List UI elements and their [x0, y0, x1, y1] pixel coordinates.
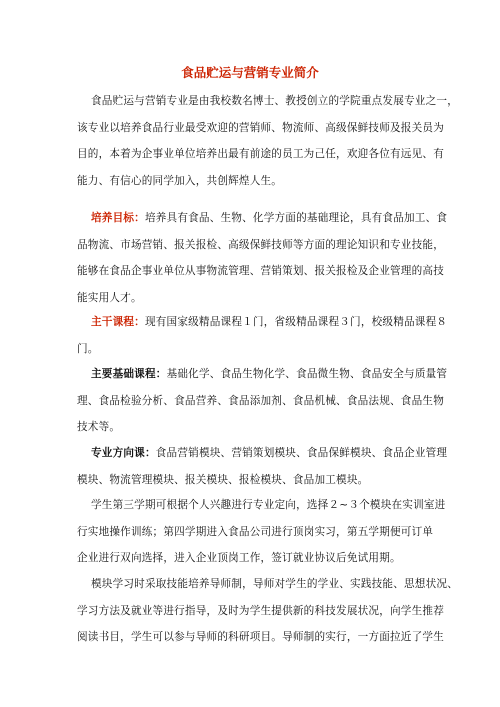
semester-line: 行实地操作训练；第四学期进入食品公司进行顶岗实习，第五学期便可订单 — [77, 525, 434, 538]
document-title: 食品贮运与营销专业简介 — [181, 65, 319, 80]
intro-line: 食品贮运与营销专业是由我校数名博士、教授创立的学院重点发展专业之一， — [91, 95, 458, 107]
intro-paragraph — [77, 88, 458, 194]
direction-courses-text: 食品营销模块、营销策划模块、食品保鲜模块、食品企业管理 — [155, 447, 448, 459]
training-goal-label: 培养目标： — [91, 212, 145, 224]
basic-courses-label: 主要基础课程： — [91, 368, 167, 380]
basic-courses-first-line — [77, 361, 448, 388]
module-paragraph — [77, 571, 458, 651]
module-line: 模块学习时采取技能培养导师制，导师对学生的学业、实践技能、思想状况、 — [91, 578, 458, 590]
training-goal-line: 能够在食品企事业单位从事物流管理、营销策划、报关报检及企业管理的高技 — [77, 265, 444, 277]
main-courses-text: 现有国家级精品课程１门，省级精品课程３门，校级精品课程８ — [144, 316, 448, 328]
basic-courses-paragraph — [77, 361, 448, 441]
direction-courses-paragraph — [77, 440, 448, 493]
main-courses-paragraph — [77, 309, 448, 362]
basic-courses-line: 技术等。 — [77, 421, 121, 433]
intro-line: 能力、有信心的同学加入，共创辉煌人生。 — [77, 174, 283, 187]
training-goal-paragraph — [77, 205, 448, 311]
training-goal-first-line — [77, 205, 448, 232]
module-line: 阅读书目，学生可以参与导师的科研项目。导师制的实行，一方面拉近了学生 — [77, 631, 444, 643]
intro-line: 目的，本着为企事业单位培养出最有前途的员工为己任，欢迎各位有远见、有 — [77, 148, 444, 160]
semester-line: 学生第三学期可根据个人兴趣进行专业定向，选择２~３个模块在实训室进 — [91, 499, 446, 511]
training-goal-line: 能实用人才。 — [77, 291, 142, 304]
main-courses-label: 主干课程： — [91, 316, 145, 328]
direction-courses-line: 模块、物流管理模块、报关模块、报检模块、食品加工模块。 — [77, 473, 369, 486]
main-courses-first-line — [77, 309, 448, 336]
intro-line: 该专业以培养食品行业最受欢迎的营销师、物流师、高级保鲜技师及报关员为 — [77, 121, 444, 134]
basic-courses-text: 基础化学、食品生物化学、食品微生物、食品安全与质量管 — [166, 368, 448, 380]
direction-courses-first-line — [77, 440, 448, 467]
main-courses-line: 门。 — [77, 342, 99, 355]
direction-courses-label: 专业方向课： — [91, 447, 156, 459]
module-line: 学习方法及就业等进行指导，及时为学生提供新的科技发展状况，向学生推荐 — [77, 604, 444, 617]
semester-paragraph — [77, 492, 446, 572]
semester-line: 企业进行双向选择，进入企业顶岗工作，签订就业协议后免试用期。 — [77, 552, 401, 564]
basic-courses-line: 理、食品检验分析、食品营养、食品添加剂、食品机械、食品法规、食品生物 — [77, 394, 444, 407]
training-goal-text: 培养具有食品、生物、化学方面的基础理论，具有食品加工、食 — [144, 212, 448, 224]
training-goal-line: 品物流、市场营销、报关报检、高级保鲜技师等方面的理论知识和专业技能， — [77, 238, 444, 251]
